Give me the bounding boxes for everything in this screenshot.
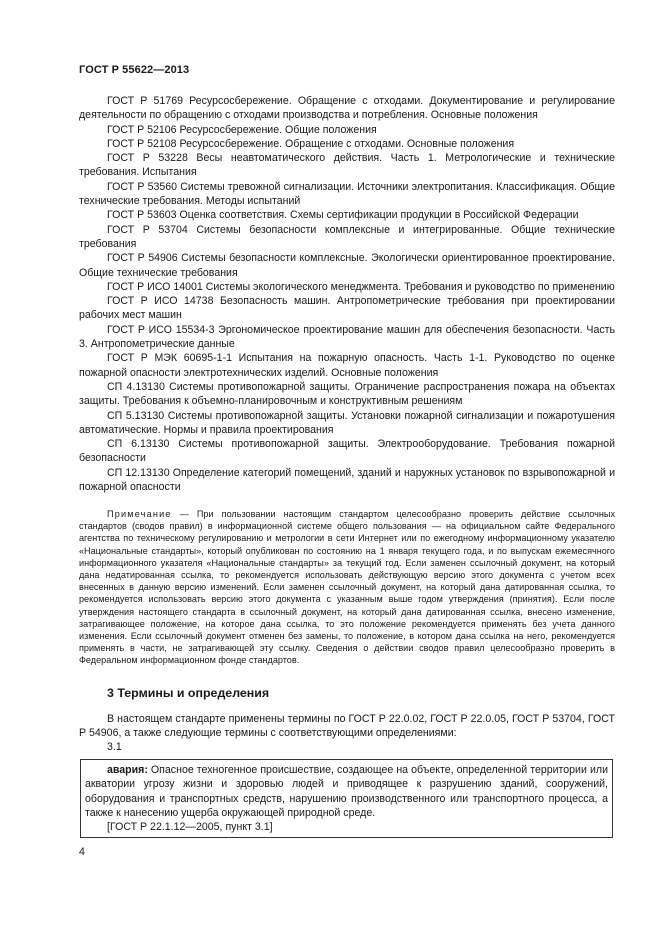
reference-item: ГОСТ Р 52106 Ресурсосбережение. Общие положения [107,123,377,136]
reference-item: СП 12.13130 Определение категорий помещений, зданий и наружных установок по взрывопожарной и пожарной опасности [79,466,615,494]
reference-item: ГОСТ Р ИСО 14738 Безопасность машин. Антропометрические требования при проектировании рабочих мест машин [79,295,615,322]
page-number: 4 [79,846,85,858]
term-source: [ГОСТ Р 22.1.12—2005, пункт 3.1] [107,821,273,834]
section-heading: 3 Термины и определения [107,686,270,700]
term-definition-text: Опасное техногенное происшествие, создающее на объекте, определенной территории или акватории угрозу жизни и здоровью людей и приводящее к разрушению зданий, сооружений, оборудования и транспортных средств, нарушению производственного или транспортного процесса, а также к нанесению ущерба окружающей природной среде. [85,764,608,819]
reference-item: ГОСТ Р 53603 Оценка соответствия. Схемы сертификации продукции в Российской Федерации [107,209,579,222]
term-definition-box [80,759,613,838]
reference-item: СП 4.13130 Системы противопожарной защиты. Ограничение распространения пожара на объектах защиты. Требования к объемно-планировочным и конструктивным решениям [79,380,615,408]
reference-item: ГОСТ Р ИСО 14001 Системы экологического менеджмента. Требования и руководство по применению [107,280,615,293]
normative-references-list [79,94,615,494]
reference-item: ГОСТ Р 51769 Ресурсосбережение. Обращение с отходами. Документирование и регулирование деятельности по обращению с отходами производства и потребления. Основные положения [79,95,615,122]
term-definition [85,763,608,820]
document-header: ГОСТ Р 55622—2013 [79,64,190,76]
reference-item: СП 5.13130 Системы противопожарной защиты. Установки пожарной сигнализации и пожаротушения автоматические. Нормы и правила проектирования [79,409,615,436]
note-text: — При пользовании настоящим стандартом целесообразно проверить действие ссылочных стандартов (сводов правил) в информационной системе общего пользования — на официальном сайте Федерального агентства по техническому регулированию и метрологии в сети Интернет или по ежегодному информационному указателю «Национальные стандарты», который опубликован по состоянию на 1 января текущего года, и по выпускам ежемесячного информационного указателя «Национальные стандарты» за текущий год. Если заменен ссылочный документ, на который дана недатированная ссылка, то рекомендуется использовать действующую версию этого документа с учетом всех внесенных в данную версию изменений. Если заменен ссылочный документ, на который дана датированная ссылка, то рекомендуется использовать версию этого документа с указанным выше годом утверждения (принятия). Если после утверждения настоящего стандарта в ссылочный документ, на который дана датированная ссылка, внесено изменение, затрагивающее положение, на которое дана ссылка, то это положение рекомендуется применять без учета данного изменения. Если ссылочный документ отменен без замены, то положение, в котором дана ссылка на него, рекомендуется применять в части, не затрагивающей эту ссылку. Сведения о действии сводов правил целесообразно проверить в Федеральном информационном фонде стандартов. [79,509,615,666]
reference-item: ГОСТ Р 54906 Системы безопасности комплексные. Экологически ориентированное проектирование. Общие технические требования [79,252,615,279]
reference-item: ГОСТ Р ИСО 15534-3 Эргономическое проектирование машин для обеспечения безопасности. Часть 3. Антропометрические данные [79,323,615,351]
reference-item: СП 6.13130 Системы противопожарной защиты. Электрооборудование. Требования пожарной безопасности [79,438,615,465]
reference-item: ГОСТ Р МЭК 60695-1-1 Испытания на пожарную опасность. Часть 1-1. Руководство по оценке пожарной опасности электротехнических изделий. Основные положения [79,352,615,379]
intro-paragraph: В настоящем стандарте применены термины по ГОСТ Р 22.0.02, ГОСТ Р 22.0.05, ГОСТ Р 53704, ГОСТ Р 54906, а также следующие термины с соответствующими определениями: [79,713,615,740]
reference-item: ГОСТ Р 53560 Системы тревожной сигнализации. Источники электропитания. Классификация. Общие технические требования. Методы испытаний [79,180,615,208]
term-word: авария: [107,764,148,776]
term-number: 3.1 [107,741,122,753]
note-label: Примечание [107,509,172,519]
reference-item: ГОСТ Р 53704 Системы безопасности комплексные и интегрированные. Общие технические требования [79,223,615,250]
note-paragraph [79,508,615,667]
reference-item: ГОСТ Р 53228 Весы неавтоматического действия. Часть 1. Метрологические и технические требования. Испытания [79,152,615,179]
reference-item: ГОСТ Р 52108 Ресурсосбережение. Обращение с отходами. Основные положения [107,137,515,150]
